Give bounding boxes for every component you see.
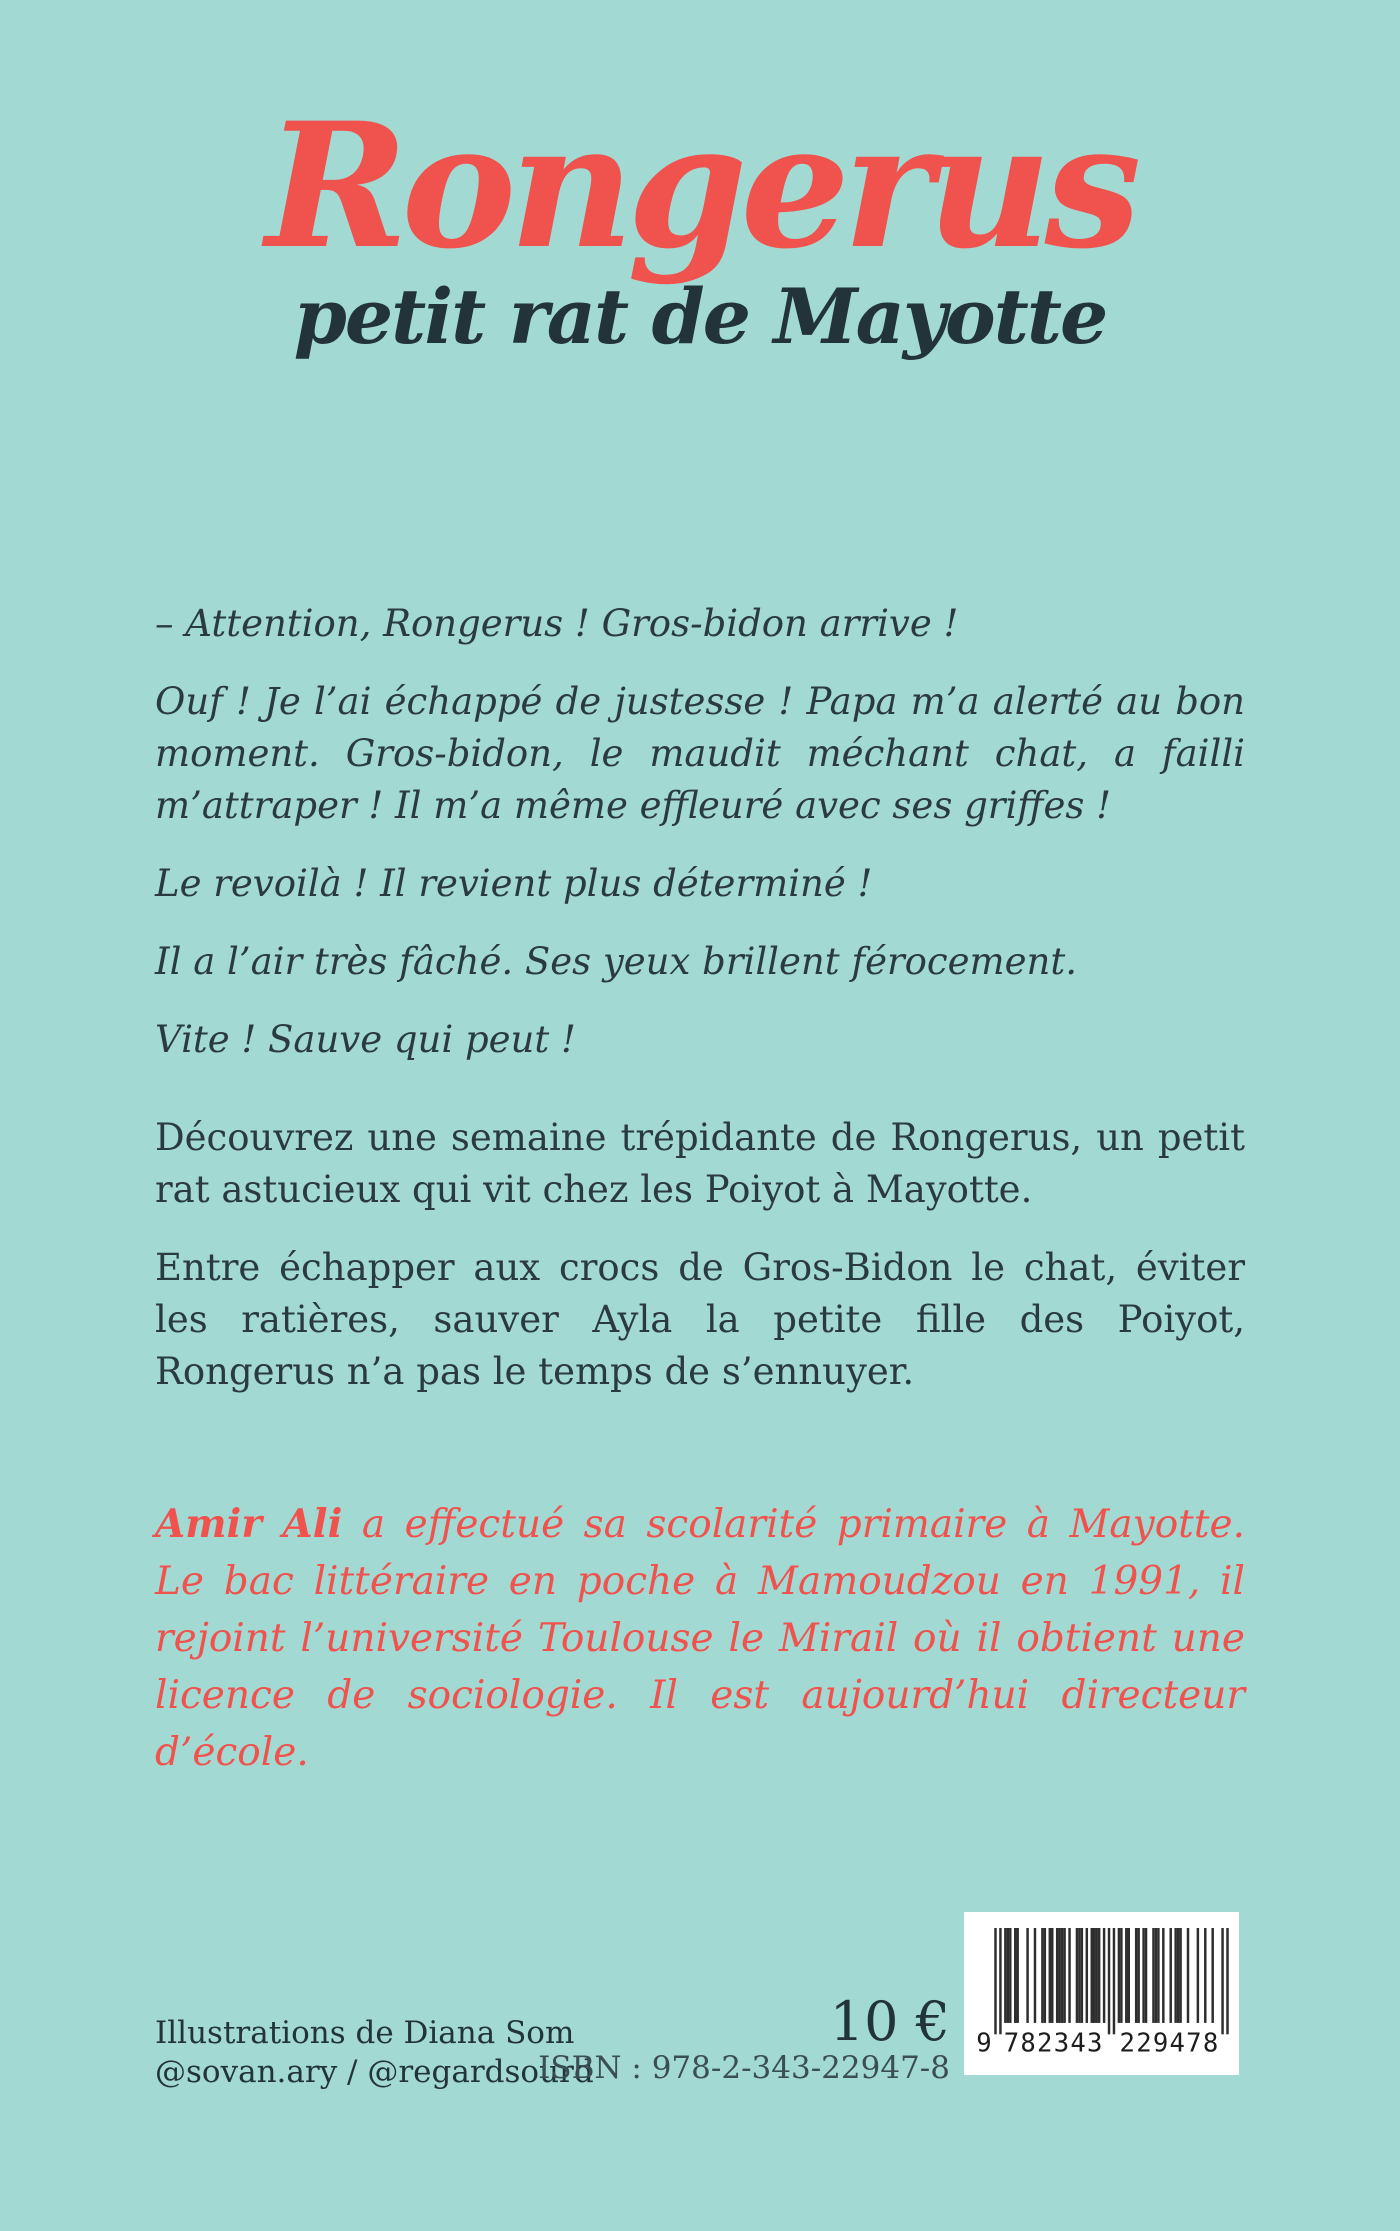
book-subtitle: petit rat de Mayotte	[293, 272, 1107, 361]
excerpt-paragraph-3: Le revoilà ! Il revient plus déterminé !	[155, 862, 873, 905]
book-title: Rongerus	[265, 84, 1135, 287]
author-bio-text: a effectué sa scolarité primaire à Mayotte. Le bac littéraire en poche à Mamoudzou en 1991, il rejoint l’université Toulouse le Mirail où il obtient une licence de sociologie. Il est aujourd’hui directeur d’école.	[155, 1502, 1245, 1775]
illustrator-credits	[155, 2014, 594, 2092]
svg-text:229478: 229478	[1119, 2028, 1218, 2059]
svg-text:9: 9	[975, 2028, 992, 2059]
author-bio	[155, 1496, 1245, 1807]
svg-text:782343: 782343	[1003, 2028, 1102, 2059]
excerpt-paragraph-4: Il a l’air très fâché. Ses yeux brillent férocement.	[155, 940, 1077, 983]
credits-line-1: Illustrations de Diana Som	[155, 2015, 575, 2051]
excerpt-paragraph-5: Vite ! Sauve qui peut !	[155, 1018, 576, 1061]
credits-line-2: @sovan.ary / @regardsourd	[155, 2054, 594, 2090]
excerpt-paragraph-2: Ouf ! Je l’ai échappé de justesse ! Papa m’a alerté au bon moment. Gros-bidon, le maudit méchant chat, a failli m’attraper ! Il m’a même effleuré avec ses griffes !	[155, 680, 1245, 827]
synopsis-paragraph-1: Découvrez une semaine trépidante de Rongerus, un petit rat astucieux qui vit chez les Poiyot à Mayotte.	[155, 1116, 1245, 1211]
barcode-box	[964, 1912, 1239, 2075]
masthead	[0, 78, 1400, 359]
price-and-isbn	[538, 1990, 950, 2086]
author-bio-paragraph	[155, 1496, 1245, 1781]
story-excerpt	[155, 598, 1245, 1092]
excerpt-paragraph-1: – Attention, Rongerus ! Gros-bidon arrive !	[155, 602, 959, 645]
ean-barcode-icon	[975, 1928, 1229, 2059]
isbn-label: ISBN : 978-2-343-22947-8	[538, 2050, 950, 2086]
synopsis-paragraph-2: Entre échapper aux crocs de Gros-Bidon le chat, éviter les ratières, sauver Ayla la petite fille des Poiyot, Rongerus n’a pas le temps de s’ennuyer.	[155, 1246, 1245, 1393]
price-label: 10 €	[829, 1990, 950, 2053]
synopsis	[155, 1112, 1245, 1424]
author-name: Amir Ali	[155, 1501, 343, 1547]
